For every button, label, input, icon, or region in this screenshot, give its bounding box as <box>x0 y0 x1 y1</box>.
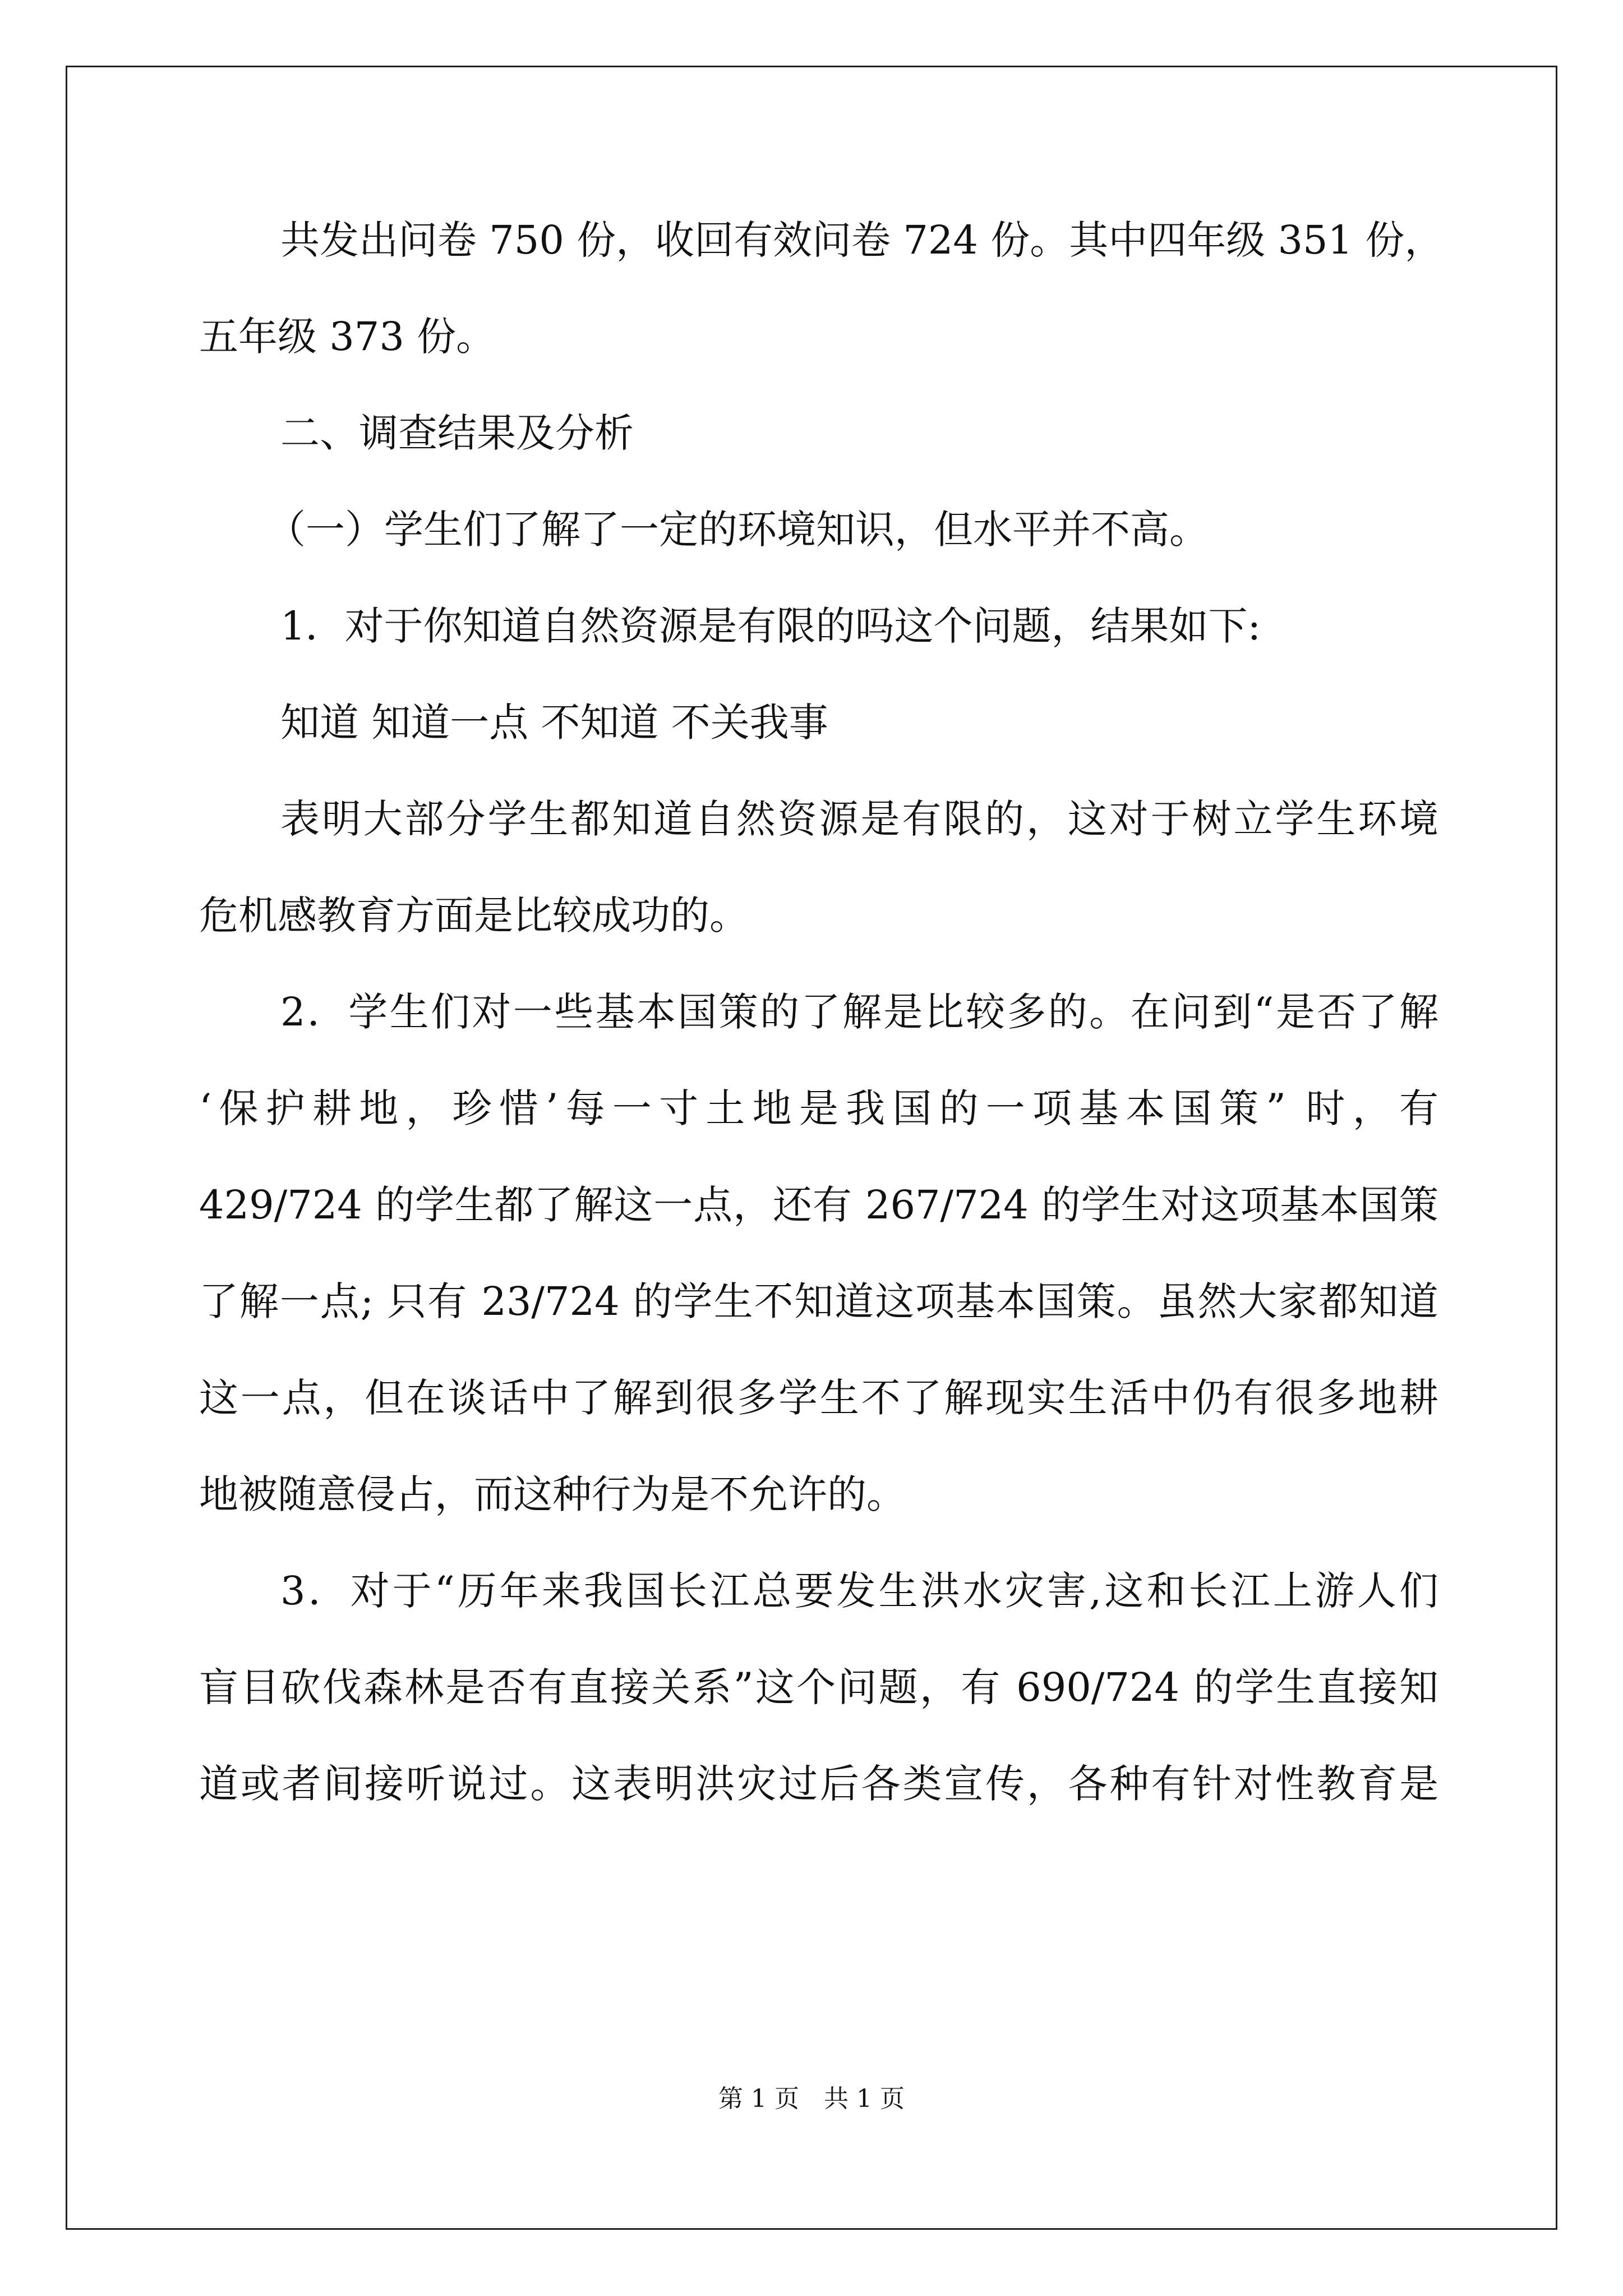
paragraph-line-13: 这一点，但在谈话中了解到很多学生不了解现实生活中仍有很多地耕 <box>199 1375 1438 1421</box>
paragraph-line-14: 地被随意侵占，而这种行为是不允许的。 <box>199 1471 906 1517</box>
answer-options: 知道 知道一点 不知道 不关我事 <box>280 700 828 746</box>
page-border <box>66 66 1557 2230</box>
question-1: 1．对于你知道自然资源是有限的吗这个问题，结果如下: <box>280 603 1261 649</box>
paragraph-line-17: 道或者间接听说过。这表明洪灾过后各类宣传，各种有针对性教育是 <box>199 1761 1438 1807</box>
paragraph-line-12: 了解一点; 只有 23/724 的学生不知道这项基本国策。虽然大家都知道 <box>199 1278 1438 1324</box>
page-number-current: 第 1 页 <box>718 2085 799 2113</box>
subsection-heading: （一）学生们了解了一定的环境知识，但水平并不高。 <box>266 507 1209 553</box>
paragraph-line-1: 共发出问卷 750 份，收回有效问卷 724 份。其中四年级 351 份， <box>280 217 1444 263</box>
section-heading: 二、调查结果及分析 <box>280 410 634 456</box>
paragraph-line-8: 危机感教育方面是比较成功的。 <box>199 892 749 938</box>
paragraph-line-15: 3．对于“历年来我国长江总要发生洪水灾害,这和长江上游人们 <box>280 1568 1438 1614</box>
page-footer <box>0 2082 1623 2116</box>
page-number-total: 共 1 页 <box>824 2085 905 2113</box>
paragraph-line-7: 表明大部分学生都知道自然资源是有限的，这对于树立学生环境 <box>280 796 1438 842</box>
paragraph-line-9: 2．学生们对一些基本国策的了解是比较多的。在问到“是否了解 <box>280 989 1438 1035</box>
paragraph-line-10: ‘保护耕地，珍惜’每一寸土地是我国的一项基本国策” 时，有 <box>199 1085 1438 1131</box>
paragraph-line-11: 429/724 的学生都了解这一点，还有 267/724 的学生对这项基本国策 <box>199 1182 1438 1228</box>
paragraph-line-2: 五年级 373 份。 <box>199 314 496 360</box>
paragraph-line-16: 盲目砍伐森林是否有直接关系”这个问题，有 690/724 的学生直接知 <box>199 1664 1438 1710</box>
